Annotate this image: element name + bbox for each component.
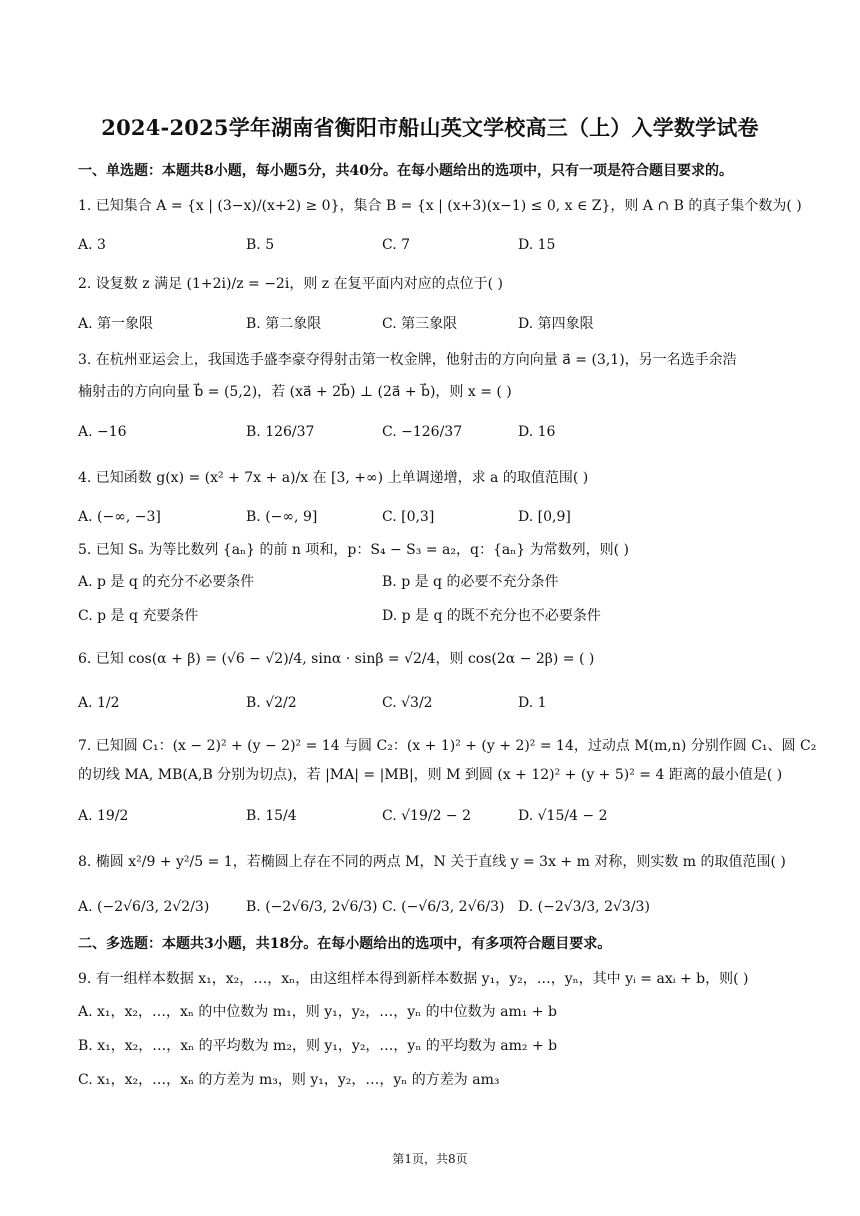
question-3-line-1: 3. 在杭州亚运会上，我国选手盛李豪夺得射击第一枚金牌，他射击的方向向量 a⃗ = (3,1)，另一名选手余浩: [78, 352, 737, 368]
q5-option-c: C. p 是 q 充要条件: [78, 608, 199, 624]
q4-option-b: B. (−∞, 9]: [246, 509, 318, 525]
q8-option-a: A. (−2√6/3, 2√2/3): [78, 899, 210, 915]
question-1: 1. 已知集合 A = {x | (3−x)/(x+2) ≥ 0}，集合 B = {x | (x+3)(x−1) ≤ 0, x ∈ Z}，则 A ∩ B 的真子集个数为( ): [78, 198, 802, 214]
page-footer: 第1页，共8页: [392, 1152, 468, 1166]
question-9: 9. 有一组样本数据 x₁，x₂，…，xₙ，由这组样本得到新样本数据 y₁，y₂，…，yₙ，其中 yᵢ = axᵢ + b，则( ): [78, 971, 749, 987]
q3-option-b: B. 126/37: [246, 424, 315, 440]
question-3-line-2: 楠射击的方向向量 b⃗ = (5,2)，若 (xa⃗ + 2b⃗) ⊥ (2a⃗ + b⃗)，则 x = ( ): [78, 384, 512, 400]
q5-option-a: A. p 是 q 的充分不必要条件: [78, 574, 255, 590]
q3-option-d: D. 16: [518, 424, 556, 440]
q7-option-b: B. 15/4: [246, 808, 297, 824]
q1-option-a: A. 3: [78, 237, 106, 253]
section-2-heading: 二、多选题：本题共3小题，共18分。在每小题给出的选项中，有多项符合题目要求。: [78, 936, 612, 952]
question-8: 8. 椭圆 x²/9 + y²/5 = 1，若椭圆上存在不同的两点 M，N 关于直线 y = 3x + m 对称，则实数 m 的取值范围( ): [78, 854, 786, 870]
question-4: 4. 已知函数 g(x) = (x² + 7x + a)/x 在 [3, +∞) 上单调递增，求 a 的取值范围( ): [78, 470, 589, 486]
q2-option-b: B. 第二象限: [246, 316, 322, 332]
q3-option-c: C. −126/37: [382, 424, 463, 440]
q8-option-c: C. (−√6/3, 2√6/3): [382, 899, 505, 915]
q9-option-a: A. x₁，x₂，…，xₙ 的中位数为 m₁，则 y₁，y₂，…，yₙ 的中位数为 am₁ + b: [78, 1004, 557, 1020]
q3-option-a: A. −16: [78, 424, 127, 440]
q9-option-c: C. x₁，x₂，…，xₙ 的方差为 m₃，则 y₁，y₂，…，yₙ 的方差为 am₃: [78, 1072, 500, 1088]
question-7-line-1: 7. 已知圆 C₁：(x − 2)² + (y − 2)² = 14 与圆 C₂：(x + 1)² + (y + 2)² = 14，过动点 M(m,n) 分别作圆 C₁、圆 C₂: [78, 738, 817, 754]
question-2: 2. 设复数 z 满足 (1+2i)/z = −2i，则 z 在复平面内对应的点位于( ): [78, 276, 503, 292]
q6-option-a: A. 1/2: [78, 695, 120, 711]
q1-option-d: D. 15: [518, 237, 556, 253]
q7-option-a: A. 19/2: [78, 808, 129, 824]
q9-option-b: B. x₁，x₂，…，xₙ 的平均数为 m₂，则 y₁，y₂，…，yₙ 的平均数为 am₂ + b: [78, 1038, 558, 1054]
q2-option-a: A. 第一象限: [78, 316, 154, 332]
q1-option-c: C. 7: [382, 237, 411, 253]
question-6: 6. 已知 cos(α + β) = (√6 − √2)/4, sinα · sinβ = √2/4，则 cos(2α − 2β) = ( ): [78, 651, 595, 667]
question-5: 5. 已知 Sₙ 为等比数列 {aₙ} 的前 n 项和，p：S₄ − S₃ = a₂，q：{aₙ} 为常数列，则( ): [78, 542, 629, 558]
q8-option-d: D. (−2√3/3, 2√3/3): [518, 899, 650, 915]
q5-option-b: B. p 是 q 的必要不充分条件: [382, 574, 559, 590]
q4-option-c: C. [0,3]: [382, 509, 435, 525]
q7-option-d: D. √15/4 − 2: [518, 808, 608, 824]
q7-option-c: C. √19/2 − 2: [382, 808, 472, 824]
q4-option-d: D. [0,9]: [518, 509, 571, 525]
q6-option-b: B. √2/2: [246, 695, 297, 711]
q2-option-c: C. 第三象限: [382, 316, 458, 332]
q6-option-c: C. √3/2: [382, 695, 433, 711]
q4-option-a: A. (−∞, −3]: [78, 509, 161, 525]
q6-option-d: D. 1: [518, 695, 547, 711]
section-1-heading: 一、单选题：本题共8小题，每小题5分，共40分。在每小题给出的选项中，只有一项是符合题目要求的。: [78, 163, 733, 179]
q1-option-b: B. 5: [246, 237, 275, 253]
q5-option-d: D. p 是 q 的既不充分也不必要条件: [382, 608, 601, 624]
q8-option-b: B. (−2√6/3, 2√6/3): [246, 899, 378, 915]
q2-option-d: D. 第四象限: [518, 316, 594, 332]
exam-title: 2024-2025学年湖南省衡阳市船山英文学校高三（上）入学数学试卷: [101, 115, 759, 140]
question-7-line-2: 的切线 MA, MB(A,B 分别为切点)，若 |MA| = |MB|，则 M 到圆 (x + 12)² + (y + 5)² = 4 距离的最小值是( ): [78, 767, 783, 783]
